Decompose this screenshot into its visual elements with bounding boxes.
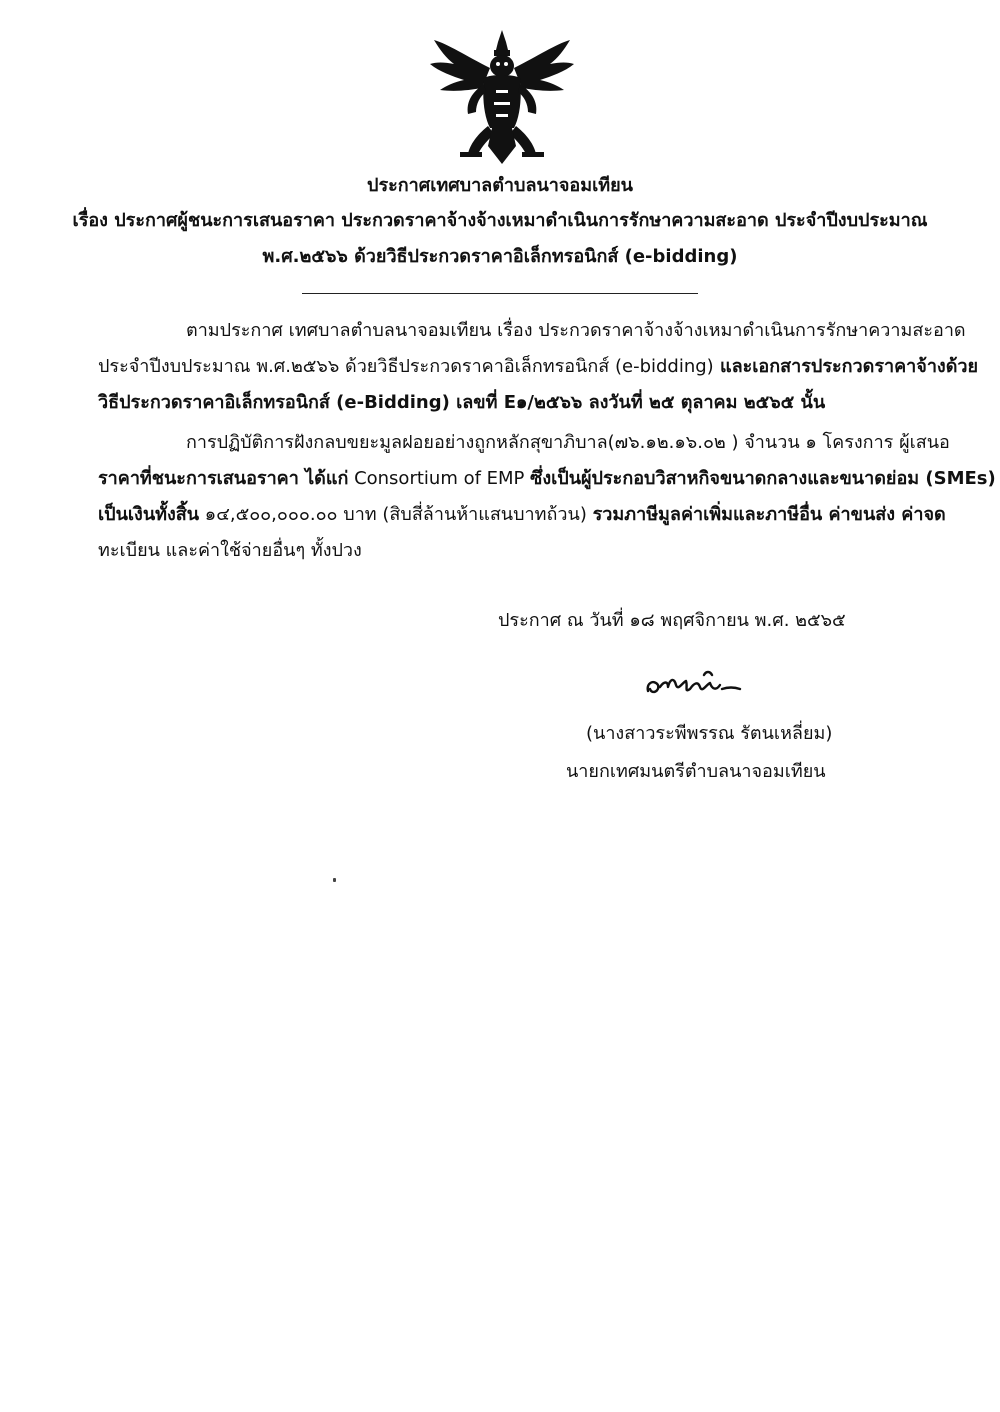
paragraph-1-line-2b: และเอกสารประกวดราคาจ้างด้วย: [713, 356, 979, 377]
paragraph-2-line-3c: รวมภาษีมูลค่าเพิ่มและภาษีอื่น ค่าขนส่ง ค่าจด: [592, 504, 946, 525]
paragraph-2-line-3a: เป็นเงินทั้งสิ้น: [98, 504, 200, 525]
paragraph-1-line-1: ตามประกาศ เทศบาลตำบลนาจอมเทียน เรื่อง ประกวดราคาจ้างจ้างเหมาดำเนินการรักษาความสะอาด: [186, 320, 966, 341]
signer-name: (นางสาวระพีพรรณ รัตนเหลี่ยม): [586, 723, 833, 744]
paragraph-2-line-2: [98, 467, 996, 491]
paragraph-2-line-1: การปฏิบัติการฝังกลบขยะมูลฝอยอย่างถูกหลักสุขาภิบาล(๗๖.๑๒.๑๖.๐๒ ) จำนวน ๑ โครงการ ผู้เสนอ: [186, 432, 950, 453]
paragraph-1-line-3: วิธีประกวดราคาอิเล็กทรอนิกส์ (e-Bidding) เลขที่ E๑/๒๕๖๖ ลงวันที่ ๒๕ ตุลาคม ๒๕๖๕ นั้น: [98, 392, 826, 413]
handwritten-signature-icon: [640, 665, 760, 705]
paragraph-2-line-4: ทะเบียน และค่าใช้จ่ายอื่นๆ ทั้งปวง: [98, 540, 362, 561]
contract-amount: ๑๔,๕๐๐,๐๐๐.๐๐ บาท (สิบสี่ล้านห้าแสนบาทถ้วน): [199, 504, 593, 525]
header-divider: [302, 293, 698, 294]
winner-name: Consortium of EMP: [348, 468, 531, 489]
paragraph-2-line-2c: ซึ่งเป็นผู้ประกอบวิสาหกิจขนาดกลางและขนาดย่อม (SMEs): [530, 468, 996, 489]
subject-line-1: เรื่อง ประกาศผู้ชนะการเสนอราคา ประกวดราคาจ้างจ้างเหมาดำเนินการรักษาความสะอาด ประจำปีงบประมาณ: [72, 210, 928, 231]
scan-speck: [333, 878, 336, 882]
garuda-emblem-icon: [426, 28, 578, 168]
announcement-date: ประกาศ ณ วันที่ ๑๘ พฤศจิกายน พ.ศ. ๒๕๖๕: [498, 610, 846, 631]
paragraph-2-line-3: [98, 503, 946, 527]
org-title: ประกาศเทศบาลตำบลนาจอมเทียน: [367, 175, 633, 196]
paragraph-1-line-2a: ประจำปีงบประมาณ พ.ศ.๒๕๖๖ ด้วยวิธีประกวดราคาอิเล็กทรอนิกส์ (e-bidding): [98, 356, 714, 377]
paragraph-1-line-2: [98, 355, 978, 379]
subject-line-2: พ.ศ.๒๕๖๖ ด้วยวิธีประกวดราคาอิเล็กทรอนิกส์ (e-bidding): [262, 246, 738, 267]
signer-position: นายกเทศมนตรีตำบลนาจอมเทียน: [566, 761, 826, 782]
paragraph-2-line-2a: ราคาที่ชนะการเสนอราคา ได้แก่: [98, 468, 349, 489]
